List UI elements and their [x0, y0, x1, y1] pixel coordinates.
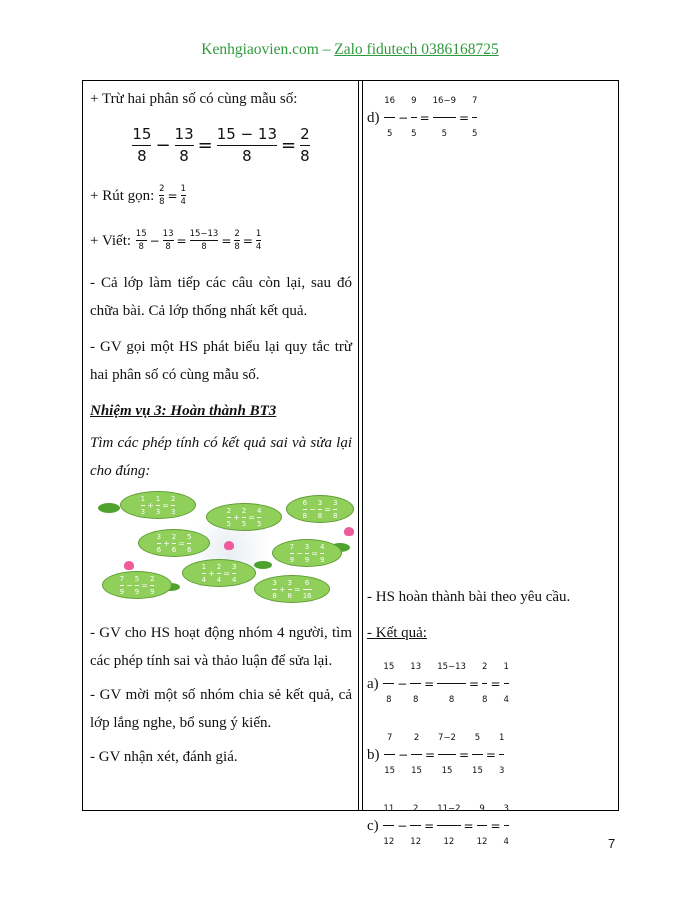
eq-den: 8	[201, 242, 207, 252]
eq-den: 8	[234, 242, 240, 252]
evaluate-text: - GV nhận xét, đánh giá.	[90, 749, 238, 765]
column-divider	[358, 81, 359, 810]
eq-num: 13	[174, 124, 194, 143]
lily-pad: 1 3 + 1 3 = 2 3	[120, 491, 196, 519]
student-column	[363, 81, 619, 847]
results-heading: - Kết quả:	[367, 625, 427, 641]
group-work-text: - GV cho HS hoạt động nhóm 4 người, tìm các phép tính sai và thảo luận để sửa lại.	[90, 625, 352, 669]
lily-pad: 7 9 − 5 9 = 2 9	[102, 571, 172, 599]
leaf-icon	[98, 503, 120, 513]
lesson-table	[82, 80, 619, 847]
rule-restate-text: - GV gọi một HS phát biểu lại quy tắc trừ hai phân số có cùng mẫu số.	[90, 339, 352, 383]
eq-num: 15−13	[189, 228, 219, 239]
leaf-icon	[254, 561, 272, 569]
eq-den: 4	[180, 197, 186, 207]
lily-pad: 7 9 − 3 9 = 4 9	[272, 539, 342, 567]
header-dash: –	[318, 41, 335, 58]
simplify-label: + Rút gọn:	[90, 188, 159, 204]
eq-den: 8	[137, 146, 147, 165]
eq-num: 15	[135, 228, 147, 239]
lily-pad: 3 8 + 3 8 = 6 16	[254, 575, 330, 603]
continue-text: - Cả lớp làm tiếp các câu còn lại, sau đó chữa bài. Cả lớp thống nhất kết quả.	[90, 275, 352, 319]
eq-den: 4	[255, 242, 262, 252]
simplify-line: + Rút gọn: $\frac{2}{8}$ = $\frac{1}{4}$	[90, 183, 186, 207]
answer-b: b) $\frac{7}{15}$ − $\frac{2}{15}$ = $\frac{7-2}{15}$ = $\frac{5}{15}$ = $\frac{1}{3}$	[367, 733, 505, 776]
write-label: + Viết:	[90, 233, 135, 249]
eq-den: 8	[138, 242, 144, 252]
share-results-text: - GV mời một số nhóm chia sẻ kết quả, cả lớp lắng nghe, bổ sung ý kiến.	[90, 687, 352, 731]
eq-num: 2	[159, 183, 165, 194]
zalo-link[interactable]: Zalo fidutech 0386168725	[334, 41, 499, 58]
lily-pond-illustration	[94, 491, 358, 609]
eq-num: 15 − 13	[216, 124, 277, 143]
lily-pad: 3 6 + 2 6 = 5 6	[138, 529, 210, 557]
eq-num: 1	[180, 183, 186, 194]
teacher-column	[83, 81, 358, 810]
eq-num: 13	[162, 228, 174, 239]
subtract-rule-text: + Trừ hai phân số có cùng mẫu số:	[90, 91, 298, 107]
answer-b-label: b)	[367, 747, 384, 763]
eq-den: 8	[159, 197, 165, 207]
lotus-icon	[344, 527, 354, 536]
answer-d: d) $\frac{16}{5}$ − $\frac{9}{5}$ = $\frac{16-9}{5}$ = $\frac{7}{5}$	[367, 96, 478, 139]
answer-c-label: c)	[367, 818, 383, 834]
page-number: 7	[608, 836, 616, 851]
site-name: Kenhgiaovien.com	[201, 41, 319, 58]
lily-pad: 6 8 − 3 8 = 3 8	[286, 495, 354, 523]
student-complete-text: - HS hoàn thành bài theo yêu cầu.	[367, 589, 571, 605]
eq-num: 2	[300, 124, 310, 143]
answer-c: c) $\frac{11}{12}$ − $\frac{2}{12}$ = $\frac{11-2}{12}$ = $\frac{9}{12}$ = $\frac{3}{4}$	[367, 804, 509, 847]
eq-den: 8	[165, 242, 171, 252]
eq-num: 15	[132, 124, 152, 143]
lotus-icon	[124, 561, 134, 570]
task-heading: Nhiệm vụ 3: Hoàn thành BT3	[90, 403, 277, 419]
eq-den: 8	[242, 146, 252, 165]
lotus-icon	[224, 541, 234, 550]
eq-den: 8	[300, 146, 310, 165]
eq-num: 1	[255, 228, 262, 239]
equation-main: 15 8 − 13 8 = 15 − 13 8 = 2 8	[132, 124, 310, 165]
results-block	[367, 583, 617, 856]
write-line: + Viết: $\frac{15}{8}$ − $\frac{13}{8}$ = $\frac{15-13}{8}$ = $\frac{2}{8}$ = $\frac{1}{4}$	[90, 228, 262, 252]
eq-num: 2	[234, 228, 240, 239]
answer-a-label: a)	[367, 676, 383, 692]
answer-a: a) $\frac{15}{8}$ − $\frac{13}{8}$ = $\frac{15-13}{8}$ = $\frac{2}{8}$ = $\frac{1}{4}$	[367, 662, 509, 705]
answer-d-label: d)	[367, 110, 384, 126]
eq-den: 8	[179, 146, 189, 165]
lily-pad: 2 5 + 2 5 = 4 5	[206, 503, 282, 531]
lily-pad: 1 4 + 2 4 = 3 4	[182, 559, 256, 587]
task-instruction: Tìm các phép tính có kết quả sai và sửa lại cho đúng:	[90, 435, 352, 479]
page-header	[0, 41, 700, 59]
